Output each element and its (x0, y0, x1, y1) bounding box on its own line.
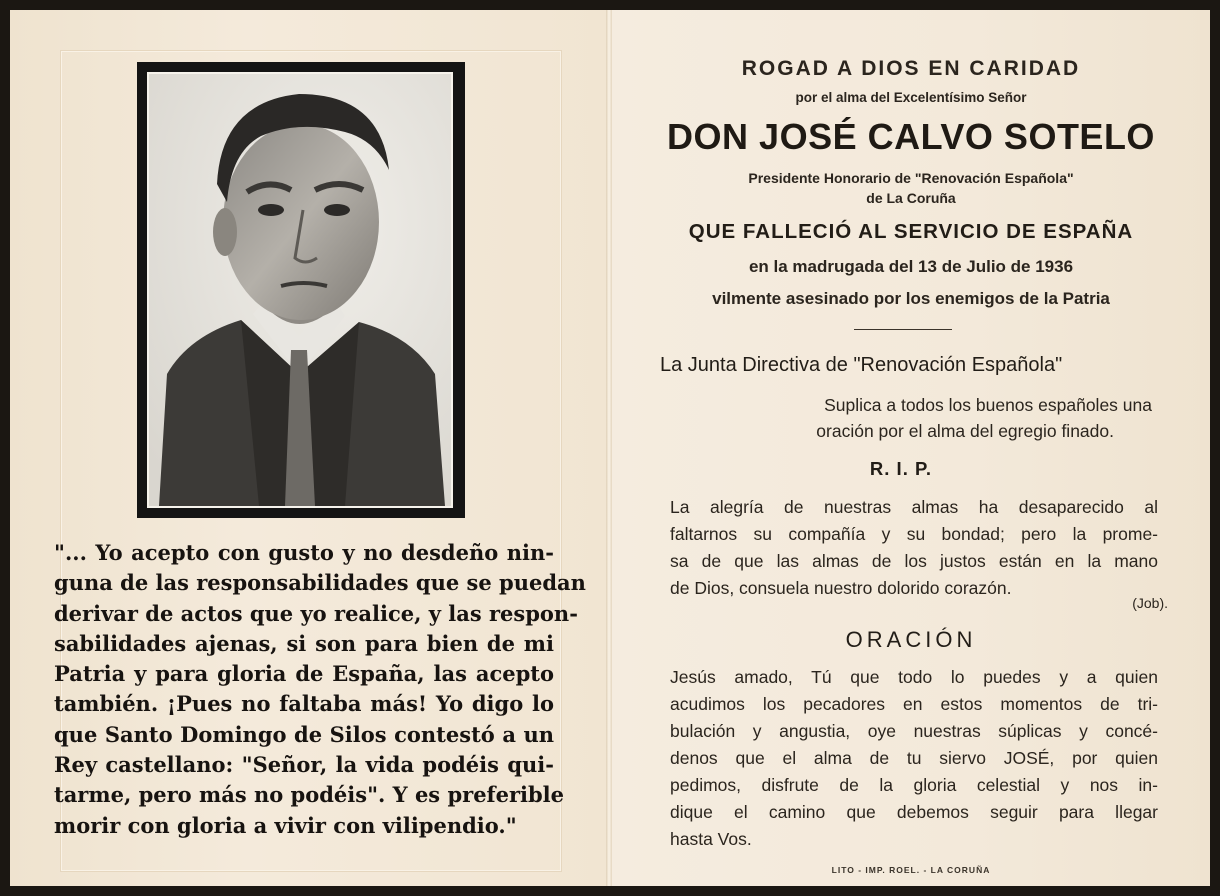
memorial-card (10, 10, 1210, 886)
paragraph-line: acudimos los pecadores en estos momentos de tri- (670, 694, 1158, 714)
left-panel (10, 10, 608, 886)
printer-imprint: LITO - IMP. ROEL. - LA CORUÑA (831, 865, 991, 875)
quote-line: "... Yo acepto con gusto y no desdeño nin- (54, 540, 554, 565)
paragraph-line: sa de que las almas de los justos están en la mano (670, 551, 1158, 571)
date-line: en la madrugada del 13 de Julio de 1936 (748, 257, 1074, 276)
quote-line: que Santo Domingo de Silos contestó a un (54, 721, 554, 747)
paragraph-line: faltarnos su compañía y su bondad; pero la prome- (670, 524, 1158, 544)
death-statement: QUE FALLECIÓ AL SERVICIO DE ESPAÑA (688, 220, 1134, 243)
paragraph-line: pedimos, disfrute de la gloria celestial y nos in- (670, 775, 1158, 795)
paragraph-line: denos que el alma de tu siervo JOSÉ, por quien (670, 748, 1158, 768)
suplica-line-1: Suplica a todos los buenos españoles una (824, 395, 1152, 415)
rip-label: R. I. P. (869, 458, 933, 479)
paragraph-line: La alegría de nuestras almas ha desaparecido al (670, 497, 1158, 517)
paragraph-line: bulación y angustia, oye nuestras súplicas y concé- (670, 721, 1158, 741)
quote-line: Rey castellano: "Señor, la vida podéis qui- (54, 752, 554, 778)
right-panel (612, 10, 1210, 886)
assassinated-line: vilmente asesinado por los enemigos de la Patria (712, 289, 1110, 308)
deceased-name: DON JOSÉ CALVO SOTELO (667, 116, 1155, 157)
heading: ROGAD A DIOS EN CARIDAD (741, 57, 1081, 80)
suplica-line-2: oración por el alma del egregio finado. (816, 421, 1114, 441)
quote-line: morir con gloria a vivir con vilipendio." (54, 812, 517, 838)
quote-line: tarme, pero más no podéis". Y es preferible (54, 782, 565, 808)
quote-line: derivar de actos que yo realice, y las respon- (54, 600, 578, 626)
prayer-paragraph (670, 664, 1158, 853)
paragraph-line: Jesús amado, Tú que todo lo puedes y a quien (670, 667, 1158, 687)
quote-text (54, 538, 586, 858)
divider (854, 329, 952, 330)
subheading: por el alma del Excelentísimo Señor (795, 90, 1027, 105)
quote-line: Patria y para gloria de España, las acepto (54, 661, 554, 687)
junta-line: La Junta Directiva de "Renovación Española" (660, 354, 1063, 376)
portrait-frame (137, 62, 465, 518)
prayer-title: ORACIÓN (845, 627, 977, 652)
quote-line: también. ¡Pues no faltaba más! Yo digo lo (54, 691, 554, 717)
quote-line: sabilidades ajenas, si son para bien de mi (54, 630, 554, 656)
paragraph-line: de Dios, consuela nuestro dolorido corazón. (670, 578, 1012, 598)
title-line-2: de La Coruña (866, 190, 956, 206)
paragraph-line: dique el camino que debemos seguir para llegar (670, 802, 1158, 822)
job-reference: (Job). (1132, 595, 1168, 611)
job-paragraph (670, 494, 1158, 602)
quote-line: guna de las responsabilidades que se puedan (54, 570, 586, 596)
portrait-photo (147, 72, 453, 508)
paragraph-line: hasta Vos. (670, 829, 752, 849)
portrait-illustration (149, 74, 451, 506)
title-line-1: Presidente Honorario de "Renovación Española" (748, 170, 1074, 186)
